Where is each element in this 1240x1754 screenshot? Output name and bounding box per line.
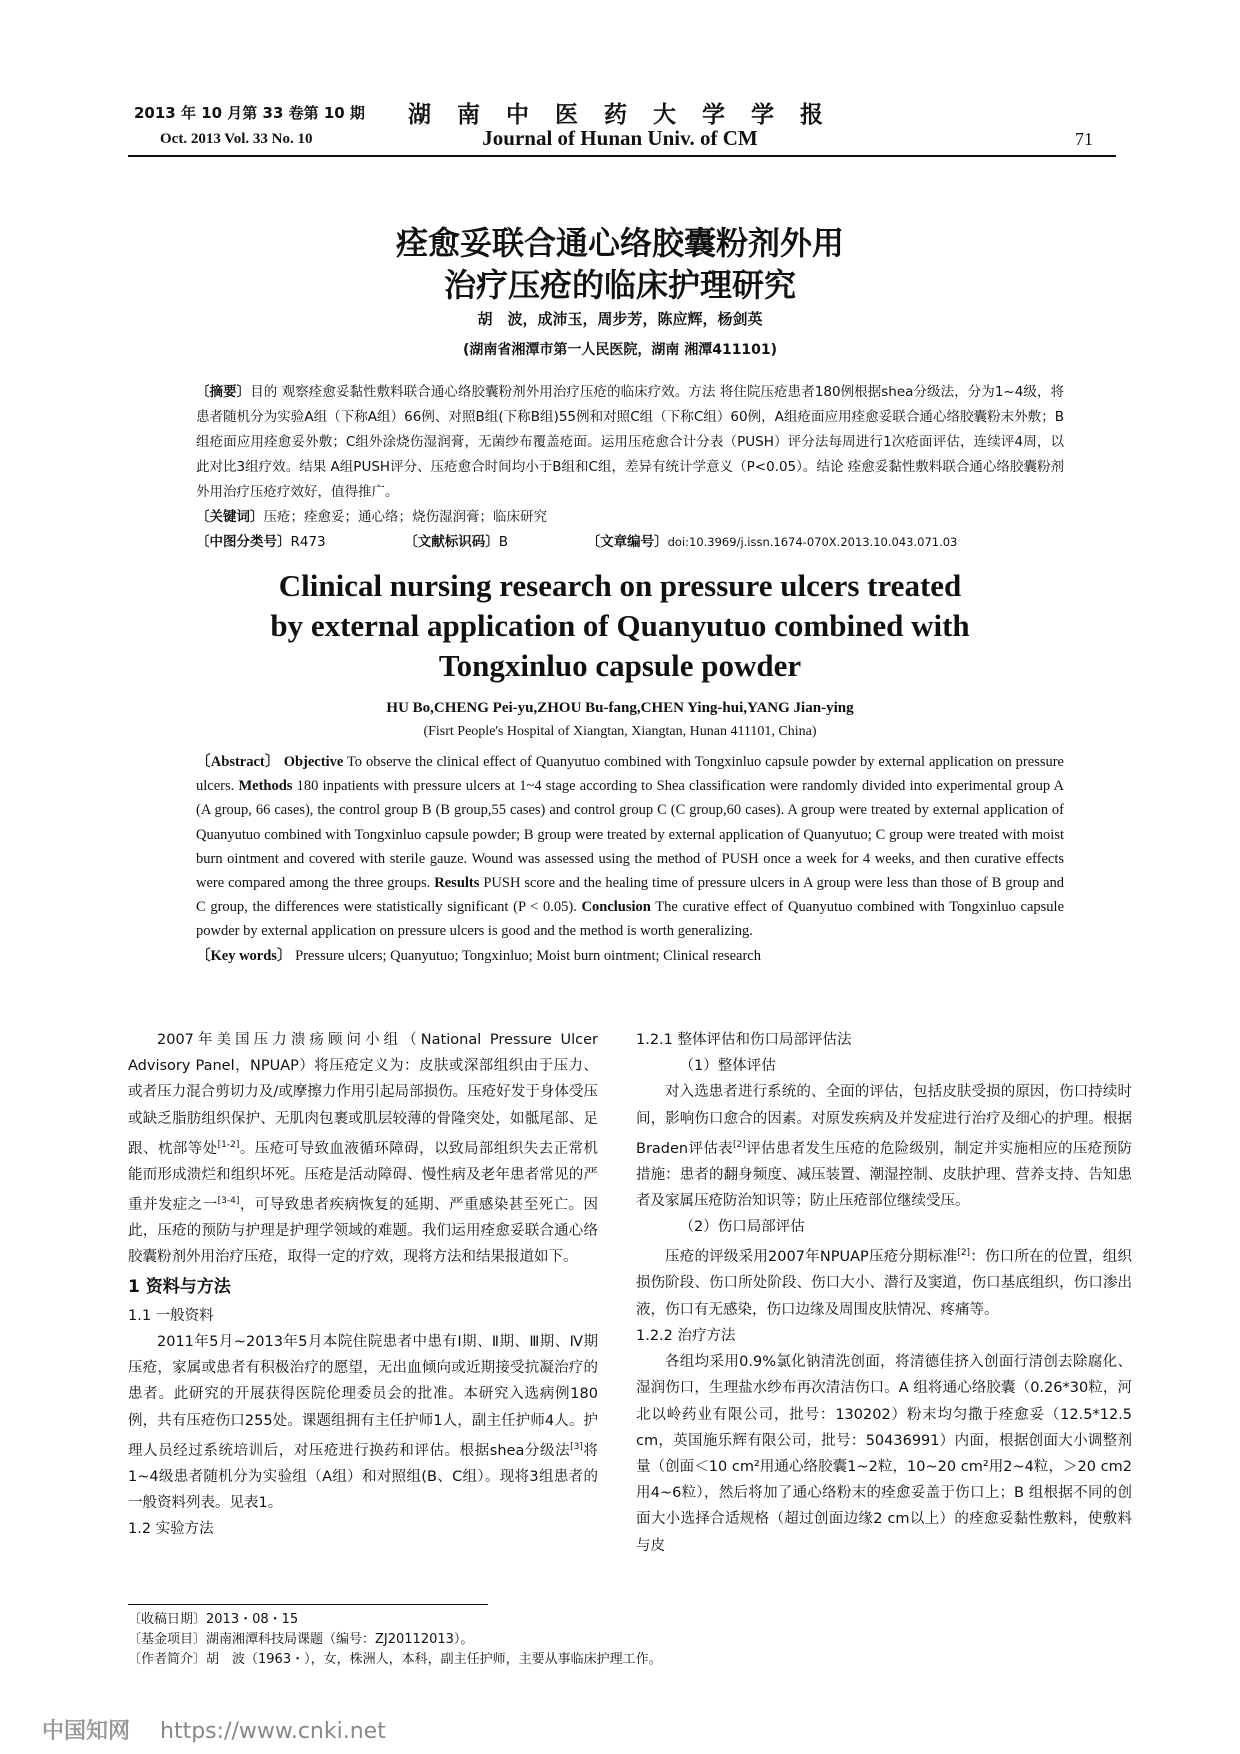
title-en-line1: Clinical nursing research on pressure ulcers treated	[278, 568, 962, 603]
citation-3: [3]	[570, 1441, 583, 1452]
conclusion-text: The curative effect of Quanyutuo combined with Tongxinluo capsule powder by external application on pressure ulcers is good and the method is worth generalizing.	[196, 899, 1065, 940]
cnki-watermark	[42, 1714, 386, 1745]
conclusion-label: Conclusion	[581, 899, 651, 916]
abstract-cn-label: 〔摘要〕	[196, 384, 251, 400]
abstract-en	[196, 750, 1064, 968]
general-data-paragraph: 2011年5月~2013年5月本院住院患者中患有Ⅰ期、Ⅱ期、Ⅲ期、Ⅳ期压疮，家属或患者有积极治疗的愿望，无出血倾向或近期接受抗凝治疗的患者。此研究的开展获得医院伦理委员会的批准。本研究入选病例180例，共有压疮伤口255处。课题组拥有主任护师1人，副主任护师4人。护理人员经过系统培训后，对压疮进行换药和评估。根据shea分级法[3]将1~4级患者随机分为实验组（A组）和对照组(B、C组）。现将3组患者的一般资料列表。见表1。	[128, 1333, 598, 1511]
section-1-2-2-heading: 1.2.2 治疗方法	[636, 1327, 736, 1344]
citation-2a: [2]	[733, 1139, 746, 1150]
abstract-en-label: 〔Abstract〕	[196, 754, 280, 770]
intro-paragraph: 2007年美国压力溃疡顾问小组（National Pressure Ulcer Advisory Panel，NPUAP）将压疮定义为：皮肤或深部组织由于压力、或者压力混合剪切力及/或摩擦力作用引起局部损伤。压疮好发于身体受压或缺乏脂肪组织保护、无肌肉包裹或肌层较薄的骨隆突处，如骶尾部、足跟、枕部等处[1-2]。压疮可导致血液循环障碍，以致局部组织失去正常机能而形成溃烂和组织坏死。压疮是活动障碍、慢性病及老年患者常见的严重并发症之一[3-4]，可导致患者疾病恢复的延期、严重感染甚至死亡。因此，压疮的预防与护理是护理学领域的难题。我们运用痊愈妥联合通心络胶囊粉剂外用治疗压疮，取得一定的疗效，现将方法和结果报道如下。	[128, 1032, 599, 1266]
objective-label: Objective	[283, 754, 344, 770]
citation-1-2: [1-2]	[217, 1139, 240, 1150]
section-1-1-heading: 1.1 一般资料	[128, 1307, 214, 1324]
footnotes	[128, 1610, 662, 1670]
title-cn-line2: 治疗压疮的临床护理研究	[443, 266, 796, 304]
local-assessment-paragraph: 压疮的评级采用2007年NPUAP压疮分期标准[2]：伤口所在的位置，组织损伤阶段、伤口所处阶段、伤口大小、潜行及窦道，伤口基底组织，伤口渗出液，伤口有无感染，伤口边缘及周围皮肤情况、疼痛等。	[636, 1248, 1132, 1318]
title-cn	[0, 222, 1240, 306]
doc-code-value: B	[498, 534, 509, 550]
authors-en: HU Bo,CHENG Pei-yu,ZHOU Bu-fang,CHEN Ying-hui,YANG Jian-ying	[386, 700, 854, 716]
keywords-cn-label: 〔关键词〕	[196, 509, 264, 525]
affiliation-cn: (湖南省湘潭市第一人民医院，湖南 湘潭411101)	[462, 342, 778, 358]
methods-label: Methods	[238, 778, 293, 795]
clc-label: 〔中图分类号〕	[196, 534, 291, 550]
results-text: PUSH score and the healing time of pressure ulcers in A group were less than those of B group and C group, the differences were statistically significant (P < 0.05).	[196, 875, 1065, 916]
classification-line	[196, 530, 1064, 555]
treatment-paragraph: 各组均采用0.9%氯化钠清洗创面，将清德佳挤入创面行清创去除腐化、湿润伤口，生理盐水纱布再次清洁伤口。A 组将通心络胶囊（0.26*30粒，河北以岭药业有限公司，批号：130202）粉末均匀撒于痊愈妥（12.5*12.5 cm，英国施乐辉有限公司，批号：50436991）内面，根据创面大小调整剂量（创面＜10 cm²用通心络胶囊1~2粒，10~20 cm²用2~4粒，＞20 cm2用4~6粒），然后将加了通心络粉末的痊愈妥盖于伤口上；B 组根据不同的创面大小选择合适规格（超过创面边缘2 cm以上）的痊愈妥黏性敷料，使敷料与皮	[636, 1354, 1132, 1554]
right-column	[636, 1027, 1132, 1559]
page-number: 71	[1075, 129, 1093, 149]
cnki-url[interactable]: https://www.cnki.net	[160, 1719, 386, 1744]
results-label: Results	[434, 875, 480, 892]
journal-title-cn: 湖 南 中 医 药 大 学 学 报	[407, 102, 833, 128]
citation-2b: [2]	[957, 1248, 971, 1259]
footnote-received: 〔收稿日期〕2013・08・15	[128, 1612, 299, 1627]
keywords-en-label: 〔Key words〕	[196, 947, 292, 964]
title-cn-line1: 痊愈妥联合通心络胶囊粉剂外用	[395, 224, 844, 262]
subheading-overall-assessment: （1）整体评估	[679, 1058, 776, 1075]
section-1-heading: 1 资料与方法	[128, 1277, 231, 1298]
citation-3-4: [3-4]	[217, 1196, 240, 1207]
authors-cn: 胡 波，成沛玉，周步芳，陈应辉，杨剑英	[477, 310, 763, 328]
keywords-en-text: Pressure ulcers; Quanyutuo; Tongxinluo; Moist burn ointment; Clinical research	[295, 947, 761, 964]
keywords-cn-text: 压疮；痊愈妥；通心络；烧伤湿润膏；临床研究	[263, 509, 547, 525]
issue-info-en: Oct. 2013 Vol. 33 No. 10	[160, 131, 313, 147]
cnki-logo: 中国知网	[42, 1719, 131, 1744]
title-en	[0, 566, 1240, 686]
article-number-label: 〔文章编号〕	[586, 534, 668, 550]
issue-info-cn: 2013 年 10 月第 33 卷第 10 期	[134, 104, 365, 122]
methods-text: 180 inpatients with pressure ulcers at 1~4 stage according to Shea classification were randomly divided into experimental group A (A group, 66 cases), the control group B (B group,55 cases) and control group C (C group,60 cases). A group were treated by external application of Quanyutuo combined with Tongxinluo capsule powder; B group were treated by external application of Quanyutuo; C group were treated with moist burn ointment and covered with sterile gauze. Wound was assessed using the method of PUSH once a week for 4 weeks, and then curative effects were compared among the three groups.	[196, 778, 1065, 892]
overall-assessment-paragraph: 对入选患者进行系统的、全面的评估，包括皮肤受损的原因，伤口持续时间，影响伤口愈合的因素。对原发疾病及并发症进行治疗及细心的护理。根据Braden评估表[2]评估患者发生压疮的危险级别，制定并实施相应的压疮预防措施：患者的翻身频度、减压装置、潮湿控制、皮肤护理、营养支持、告知患者及家属压疮防治知识等；防止压疮部位继续受压。	[636, 1084, 1133, 1210]
title-en-line3: Tongxinluo capsule powder	[438, 648, 802, 683]
left-column	[128, 1027, 598, 1542]
doc-code-label: 〔文献标识码〕	[404, 534, 499, 550]
objective-text: To observe the clinical effect of Quanyutuo combined with Tongxinluo capsule powder by external application on pressure ulcers.	[196, 754, 1064, 795]
article-number-value: doi:10.3969/j.issn.1674-070X.2013.10.043.071.03	[667, 535, 958, 549]
subheading-local-assessment: （2）伤口局部评估	[679, 1219, 805, 1236]
footnote-divider	[128, 1604, 488, 1605]
header-divider	[128, 155, 1116, 157]
affiliation-en: (Fisrt People's Hospital of Xiangtan, Xiangtan, Hunan 411101, China)	[423, 724, 817, 739]
abstract-cn	[196, 380, 1064, 555]
journal-title-en: Journal of Hunan Univ. of CM	[482, 126, 758, 150]
section-1-2-heading: 1.2 实验方法	[128, 1521, 214, 1538]
footnote-author: 〔作者简介〕胡 波（1963・），女，株洲人，本科，副主任护师，主要从事临床护理工作。	[128, 1652, 662, 1667]
abstract-cn-text: 目的 观察痊愈妥黏性敷料联合通心络胶囊粉剂外用治疗压疮的临床疗效。方法 将住院压疮患者180例根据shea分级法，分为1~4级，将患者随机分为实验A组（下称A组）66例、对照B组(下称B组)55例和对照C组（下称C组）60例，A组疮面应用痊愈妥联合通心络胶囊粉末外敷；B组疮面应用痊愈妥外敷；C组外涂烧伤湿润膏，无菌纱布覆盖疮面。运用压疮愈合计分表（PUSH）评分法每周进行1次疮面评估，连续评4周，以此对比3组疗效。结果 A组PUSH评分、压疮愈合时间均小于B组和C组，差异有统计学意义（P<0.05）。结论 痊愈妥黏性敷料联合通心络胶囊粉剂外用治疗压疮疗效好，值得推广。	[196, 384, 1064, 500]
clc-value: R473	[290, 534, 326, 550]
footnote-fund: 〔基金项目〕湖南湘潭科技局课题（编号：ZJ20112013）。	[128, 1632, 474, 1647]
section-1-2-1-heading: 1.2.1 整体评估和伤口局部评估法	[636, 1032, 852, 1048]
title-en-line2: by external application of Quanyutuo combined with	[270, 608, 970, 643]
